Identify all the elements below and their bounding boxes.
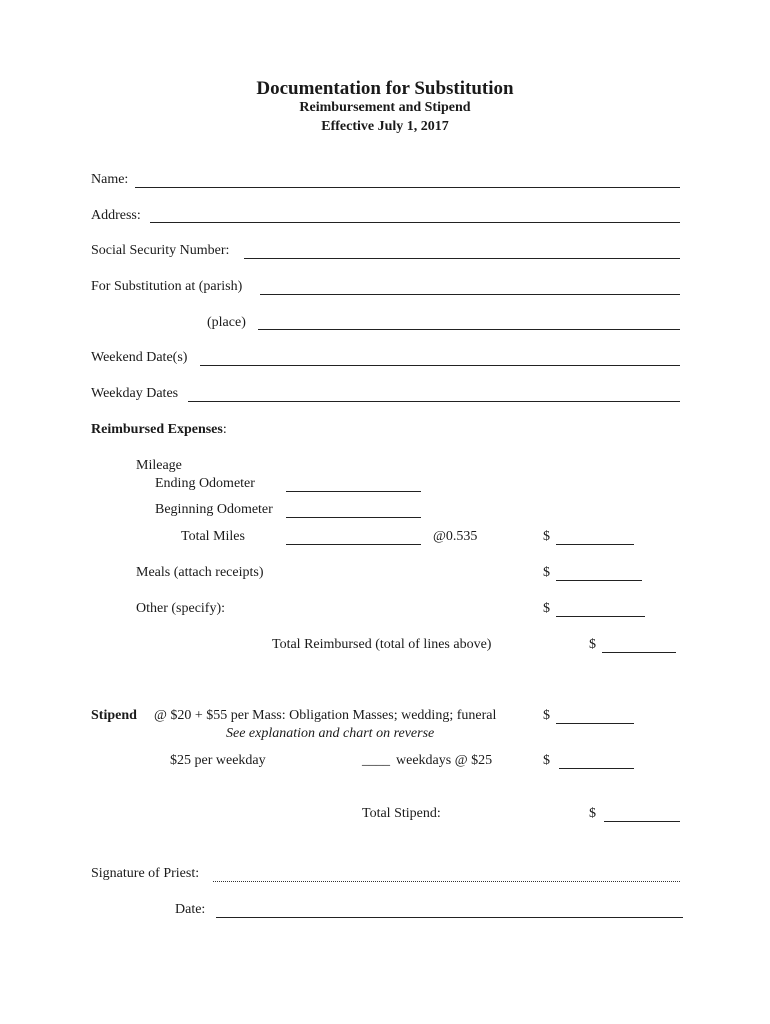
- ending-odometer-field[interactable]: [286, 491, 421, 492]
- parish-field[interactable]: [260, 294, 680, 295]
- ssn-label: Social Security Number:: [91, 243, 230, 258]
- other-amount-field[interactable]: [556, 616, 645, 617]
- name-label: Name:: [91, 172, 129, 187]
- signature-label: Signature of Priest:: [91, 866, 200, 881]
- beginning-odometer-field[interactable]: [286, 517, 421, 518]
- total-stipend-label: Total Stipend:: [362, 806, 441, 821]
- total-miles-label: Total Miles: [181, 529, 245, 544]
- weekdays-count-field[interactable]: ____: [362, 753, 390, 768]
- mass-stipend-field[interactable]: [556, 723, 634, 724]
- date-field[interactable]: [216, 917, 683, 918]
- weekday-stipend-field[interactable]: [559, 768, 634, 769]
- currency-sign: $: [543, 565, 550, 580]
- stipend-note: See explanation and chart on reverse: [226, 726, 435, 741]
- reimbursed-heading: Reimbursed Expenses:: [91, 422, 227, 437]
- currency-sign: $: [589, 806, 596, 821]
- weekday-dates-label: Weekday Dates: [91, 386, 179, 401]
- weekdays-calc-label: weekdays @ $25: [396, 753, 493, 768]
- signature-field[interactable]: [213, 881, 680, 882]
- parish-label: For Substitution at (parish): [91, 279, 243, 294]
- stipend-label: Stipend: [91, 708, 137, 723]
- mileage-label: Mileage: [136, 458, 182, 473]
- currency-sign: $: [543, 753, 550, 768]
- ssn-field[interactable]: [244, 258, 680, 259]
- meals-amount-field[interactable]: [556, 580, 642, 581]
- stipend-rate-text: @ $20 + $55 per Mass: Obligation Masses; wedding; funeral: [154, 708, 497, 723]
- beginning-odometer-label: Beginning Odometer: [155, 502, 273, 517]
- total-miles-field[interactable]: [286, 544, 421, 545]
- weekday-rate-label: $25 per weekday: [170, 753, 266, 768]
- name-field[interactable]: [135, 187, 680, 188]
- place-field[interactable]: [258, 329, 680, 330]
- currency-sign: $: [543, 601, 550, 616]
- total-reimbursed-field[interactable]: [602, 652, 676, 653]
- mileage-rate: @0.535: [433, 529, 478, 544]
- mileage-amount-field[interactable]: [556, 544, 634, 545]
- effective-date: Effective July 1, 2017: [321, 119, 449, 134]
- currency-sign: $: [589, 637, 596, 652]
- total-stipend-field[interactable]: [604, 821, 680, 822]
- ending-odometer-label: Ending Odometer: [155, 476, 255, 491]
- other-label: Other (specify):: [136, 601, 226, 616]
- total-reimbursed-label: Total Reimbursed (total of lines above): [272, 637, 492, 652]
- meals-label: Meals (attach receipts): [136, 565, 264, 580]
- weekend-dates-label: Weekend Date(s): [91, 350, 188, 365]
- address-label: Address:: [91, 208, 141, 223]
- currency-sign: $: [543, 708, 550, 723]
- currency-sign: $: [543, 529, 550, 544]
- page-title: Documentation for Substitution: [256, 78, 514, 99]
- date-label: Date:: [175, 902, 206, 917]
- place-label: (place): [207, 315, 246, 330]
- address-field[interactable]: [150, 222, 680, 223]
- page-subtitle: Reimbursement and Stipend: [299, 100, 471, 115]
- weekend-dates-field[interactable]: [200, 365, 680, 366]
- weekday-dates-field[interactable]: [188, 401, 680, 402]
